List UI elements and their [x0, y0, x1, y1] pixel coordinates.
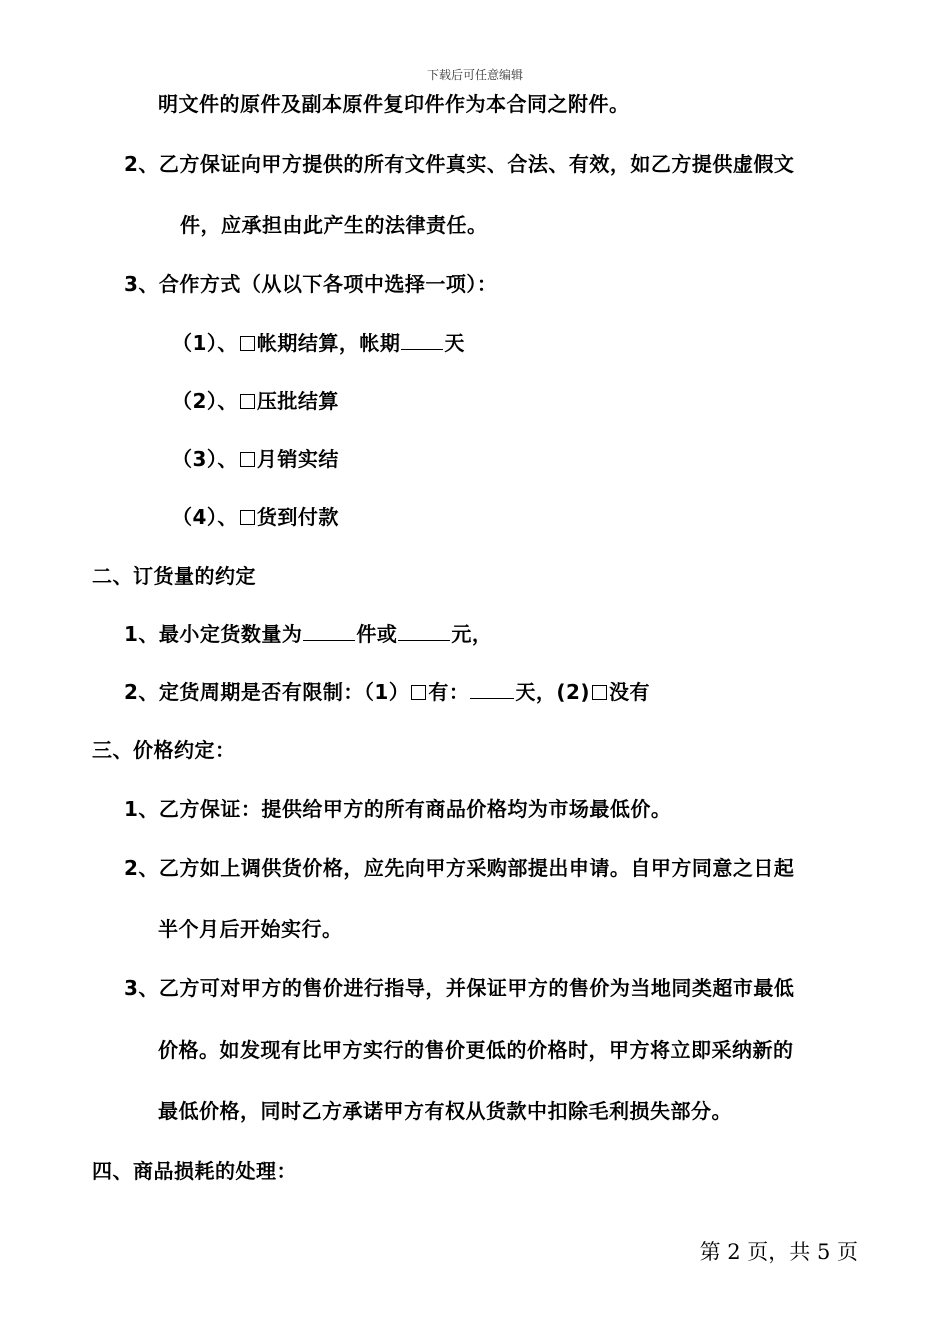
text-segment: 有： [428, 680, 470, 704]
option-line [172, 387, 339, 415]
paragraph-line: 2、乙方如上调供货价格，应先向甲方采购部提出申请。自甲方同意之日起 [124, 856, 795, 880]
section-heading: 三、价格约定： [92, 738, 236, 762]
option-line [172, 445, 339, 473]
checkbox-icon [240, 510, 255, 525]
text-segment: 件或 [356, 622, 398, 646]
text-segment: 1、最小定货数量为 [124, 622, 303, 646]
text-segment: 没有 [609, 680, 651, 704]
checkbox-icon [411, 685, 426, 700]
paragraph-line: 明文件的原件及副本原件复印件作为本合同之附件。 [158, 92, 630, 116]
checkbox-icon [240, 336, 255, 351]
checkbox-icon [592, 685, 607, 700]
checkbox-icon [240, 452, 255, 467]
text-segment: 元， [451, 622, 493, 646]
text-segment: 天，(2) [515, 680, 591, 704]
fill-blank [470, 678, 514, 699]
fill-blank [401, 329, 443, 350]
paragraph-line [124, 620, 492, 648]
option-label: 货到付款 [256, 505, 339, 529]
paragraph-line: 半个月后开始实行。 [158, 917, 343, 941]
option-number: （2）、 [172, 389, 238, 413]
page-number: 第 2 页，共 5 页 [699, 1240, 858, 1264]
checkbox-icon [240, 394, 255, 409]
option-label: 帐期结算，帐期 [256, 331, 401, 355]
section-heading: 四、商品损耗的处理： [92, 1159, 297, 1183]
option-number: （1）、 [172, 331, 238, 355]
paragraph-line: 3、乙方可对甲方的售价进行指导，并保证甲方的售价为当地同类超市最低 [124, 976, 795, 1000]
option-line [172, 329, 465, 357]
option-unit: 天 [444, 331, 465, 355]
header-note: 下载后可任意编辑 [426, 68, 523, 82]
option-line [172, 503, 339, 531]
option-number: （3）、 [172, 447, 238, 471]
section-item: 3、合作方式（从以下各项中选择一项）： [124, 272, 498, 296]
text-segment: 2、定货周期是否有限制：（1） [124, 680, 410, 704]
paragraph-line: 1、乙方保证：提供给甲方的所有商品价格均为市场最低价。 [124, 797, 672, 821]
option-number: （4）、 [172, 505, 238, 529]
paragraph-line: 2、乙方保证向甲方提供的所有文件真实、合法、有效，如乙方提供虚假文 [124, 152, 795, 176]
fill-blank [303, 620, 355, 641]
paragraph-line: 最低价格，同时乙方承诺甲方有权从货款中扣除毛利损失部分。 [158, 1099, 732, 1123]
option-label: 月销实结 [256, 447, 339, 471]
paragraph-line: 价格。如发现有比甲方实行的售价更低的价格时，甲方将立即采纳新的 [158, 1038, 794, 1062]
paragraph-line [124, 678, 650, 706]
section-heading: 二、订货量的约定 [92, 564, 256, 588]
option-label: 压批结算 [256, 389, 339, 413]
paragraph-line: 件，应承担由此产生的法律责任。 [180, 213, 488, 237]
fill-blank [398, 620, 450, 641]
